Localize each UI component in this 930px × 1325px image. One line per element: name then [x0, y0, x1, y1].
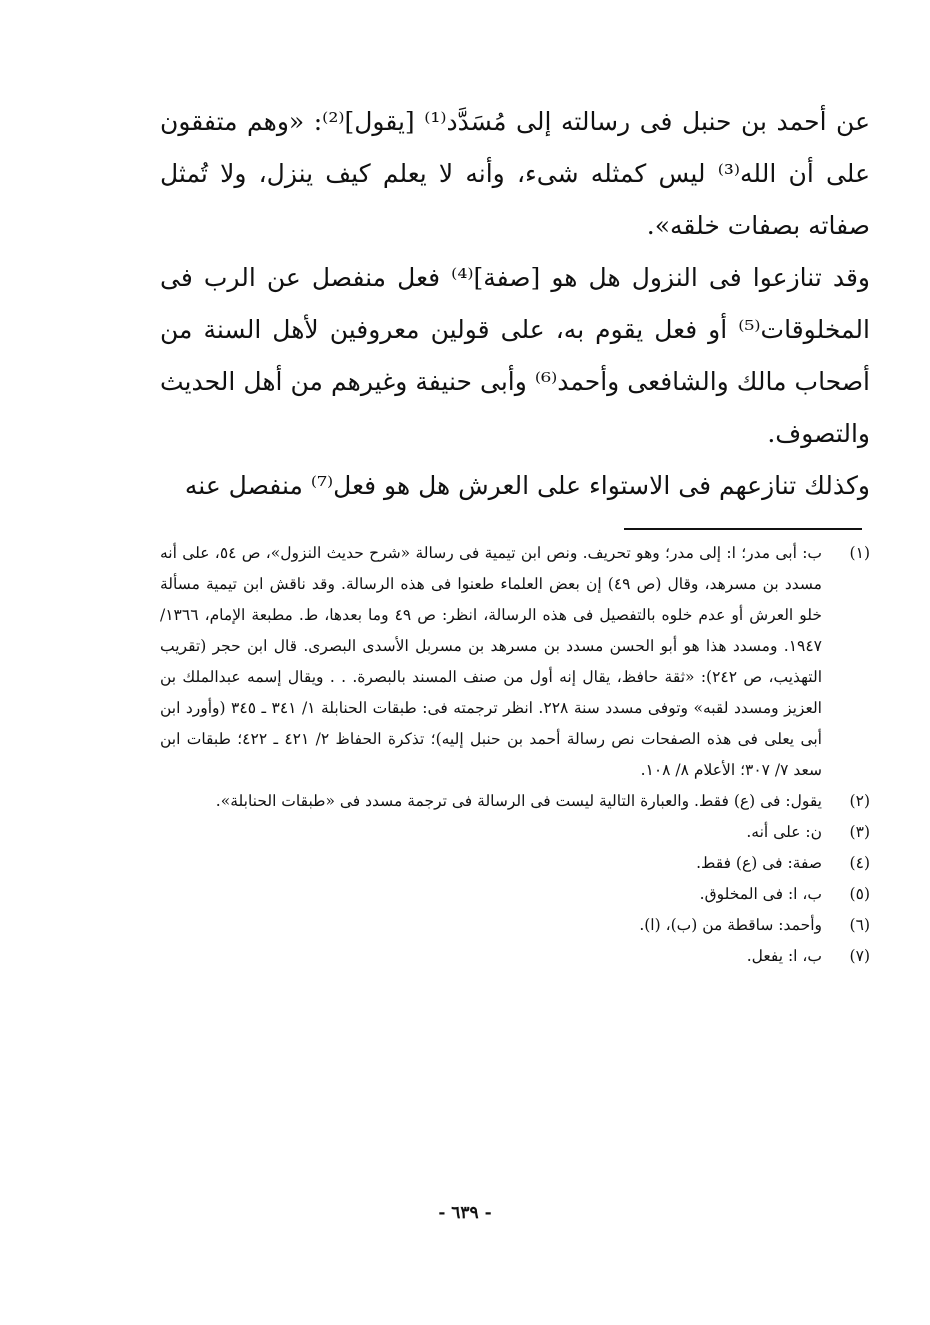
footnote-4 — [160, 848, 870, 879]
footnote-text: ب: أبى مدر؛ ا: إلى مدر؛ وهو تحريف. ونص ابن تيمية فى رسالة «شرح حديث النزول»، ص ٥٤، على أنه مسدد بن مسرهد، وقال (ص ٤٩) إن بعض العلماء طعنوا فى هذه الرسالة. وقد ناقش ابن تيمية مسألة خلو العرش أو عدم خلوه بالتفصيل فى هذه الرسالة، انظر: ص ٤٩ وما بعدها، ط. مطبعة الإمام، ١٣٦٦/ ١٩٤٧. ومسدد هذا هو أبو الحسن مسدد بن مسرهد بن مسربل الأسدى البصرى. قال ابن حجر (تقريب التهذيب، ص ٢٤٢): «ثقة حافظ، يقال إنه أول من صنف المسند بالبصرة. . . ويقال إسمه عبدالملك بن العزيز ومسدد لقبه» وتوفى مسدد سنة ٢٢٨. انظر ترجمته فى: طبقات الحنابلة ١/ ٣٤١ ـ ٣٤٥ (وأورد ابن أبى يعلى فى هذه الصفحات نص رسالة أحمد بن حنبل إليه)؛ تذكرة الحفاظ ٢/ ٤٢١ ـ ٤٢٢؛ طبقات ابن سعد ٧/ ٣٠٧؛ الأعلام ٨/ ١٠٨. — [160, 544, 823, 779]
footnote-7 — [160, 941, 870, 972]
footnote-text: صفة: فى (ع) فقط. — [696, 854, 822, 872]
footnote-number: (٤) — [849, 854, 870, 872]
footnote-number: (٣) — [849, 823, 870, 841]
footnote-2 — [160, 786, 870, 817]
paragraph-1: عن أحمد بن حنبل فى رسالته إلى مُسَدَّد⁽¹⁾ [يقول]⁽²⁾: «وهم متفقون على أن الله⁽³⁾ ليس كمثله شىء، وأنه لا يعلم كيف ينزل، ولا تُمثل صفاته بصفات خلقه». — [160, 107, 871, 240]
page-number: - ٦٣٩ - — [438, 1203, 492, 1223]
footnote-separator — [624, 528, 862, 530]
footnote-1 — [160, 538, 870, 786]
footnote-number: (٥) — [849, 885, 870, 903]
footnote-number: (٦) — [849, 916, 870, 934]
paragraph-2: وقد تنازعوا فى النزول هل هو [صفة]⁽⁴⁾ فعل منفصل عن الرب فى المخلوقات⁽⁵⁾ أو فعل يقوم به، على قولين معروفين لأهل السنة من أصحاب مالك والشافعى وأحمد⁽⁶⁾ وأبى حنيفة وغيرهم من أهل الحديث والتصوف. — [160, 263, 870, 448]
footnote-number: (٧) — [849, 947, 870, 965]
footnote-text: ب، ا: فى المخلوق. — [699, 885, 822, 903]
footnote-text: ب، ا: يفعل. — [746, 947, 822, 965]
footnote-text: ن: على أنه. — [746, 823, 822, 841]
footnote-number: (١) — [849, 544, 870, 562]
footnote-text: وأحمد: ساقطة من (ب)، (ا). — [639, 916, 822, 934]
footnote-5 — [160, 879, 870, 910]
footnotes — [160, 538, 870, 972]
footnote-6 — [160, 910, 870, 941]
footnote-text: يقول: فى (ع) فقط. والعبارة التالية ليست فى الرسالة فى ترجمة مسدد فى «طبقات الحنابلة». — [215, 792, 822, 810]
main-text — [160, 96, 870, 512]
footnote-3 — [160, 817, 870, 848]
paragraph-3: وكذلك تنازعهم فى الاستواء على العرش هل هو فعل⁽⁷⁾ منفصل عنه — [184, 471, 870, 500]
footnote-number: (٢) — [849, 792, 870, 810]
